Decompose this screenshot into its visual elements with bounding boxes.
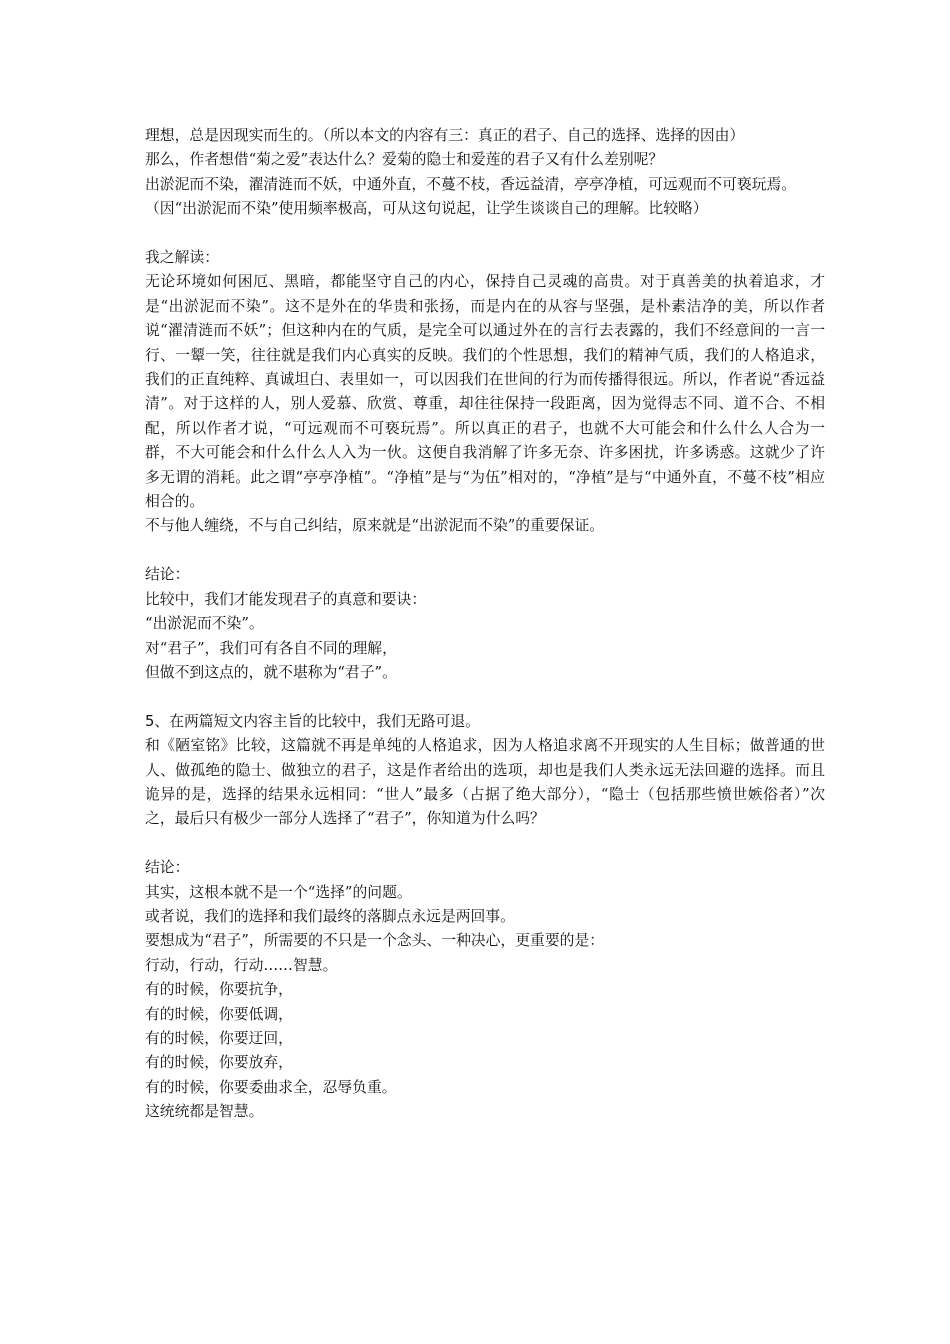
conclusion-2-line: 有的时候，你要抗争， (145, 981, 293, 999)
section-title-comparison: 5、在两篇短文内容主旨的比较中，我们无路可退。 (145, 712, 480, 730)
conclusion-2-line: 有的时候，你要迂回， (145, 1029, 293, 1047)
conclusion-1-line: 比较中，我们才能发现君子的真意和要诀： (145, 590, 427, 608)
conclusion-2-line: 要想成为“君子”，所需要的不只是一个念头、一种决心，更重要的是： (145, 932, 605, 950)
conclusion-2-line: 有的时候，你要委曲求全，忍辱负重。 (145, 1078, 397, 1096)
paragraph-quote: 出淤泥而不染，濯清涟而不妖，中通外直，不蔓不枝，香远益清，亭亭净植，可远观而不可亵玩焉。 (145, 175, 797, 193)
spacer (145, 685, 825, 709)
paragraph-interpretation: 无论环境如何困厄、黑暗，都能坚守自己的内心，保持自己灵魂的高贵。对于真善美的执着追求，才是“出淤泥而不染”。这不是外在的华贵和张扬，而是内在的从容与坚强，是朴素洁净的美，所以作者说“濯清涟而不妖”；但这种内在的气质，是完全可以通过外在的言行去表露的，我们不经意间的一言一行、一颦一笑，往往就是我们内心真实的反映。我们的个性思想，我们的精神气质，我们的人格追求，我们的正直纯粹、真诚坦白、表里如一，可以因我们在世间的行为而传播得很远。所以，作者说“香远益清”。对于这样的人，别人爱慕、欣赏、尊重，却往往保持一段距离，因为觉得志不同、道不合、不相配，所以作者才说，“可远观而不可亵玩焉”。所以真正的君子，也就不大可能会和什么什么人合为一群，不大可能会和什么什么人入为一伙。这便自我消解了许多无奈、许多困扰，许多诱惑。这就少了许多无谓的消耗。此之谓“亭亭净植”。“净植”是与“为伍”相对的，“净植”是与“中通外直，不蔓不枝”相应相合的。 (145, 273, 825, 511)
spacer (145, 832, 825, 856)
spacer (145, 539, 825, 563)
section-title-conclusion-2: 结论： (145, 859, 190, 877)
conclusion-2-line: 或者说，我们的选择和我们最终的落脚点永远是两回事。 (145, 907, 515, 925)
document-page (145, 124, 825, 1125)
conclusion-1-line: 但做不到这点的，就不堪称为“君子”。 (145, 663, 397, 681)
conclusion-2-line: 行动，行动，行动……智慧。 (145, 956, 338, 974)
section-title-interpretation: 我之解读： (145, 249, 219, 267)
conclusion-2-line: 其实，这根本就不是一个“选择”的问题。 (145, 883, 412, 901)
conclusion-2-line: 有的时候，你要放弃， (145, 1054, 293, 1072)
conclusion-1-line: “出淤泥而不染”。 (145, 615, 264, 633)
conclusion-1-line: 对“君子”，我们可有各自不同的理解， (145, 639, 397, 657)
paragraph-ideal: 理想，总是因现实而生的。（所以本文的内容有三：真正的君子、自己的选择、选择的因由） (145, 127, 745, 144)
spacer (145, 222, 825, 246)
section-title-conclusion-1: 结论： (145, 566, 190, 584)
conclusion-2-line: 这统统都是智慧。 (145, 1103, 264, 1121)
paragraph-guarantee: 不与他人缠绕，不与自己纠结，原来就是“出淤泥而不染”的重要保证。 (145, 517, 605, 535)
paragraph-comparison: 和《陋室铭》比较，这篇就不再是单纯的人格追求，因为人格追求离不开现实的人生目标；做普通的世人、做孤绝的隐士、做独立的君子，这是作者给出的选项，却也是我们人类永远无法回避的选择。而且诡异的是，选择的结果永远相同：“世人”最多（占据了绝大部分），“隐士（包括那些愤世嫉俗者）”次之，最后只有极少一部分人选择了“君子”，你知道为什么吗？ (145, 737, 825, 828)
paragraph-question: 那么，作者想借“菊之爱”表达什么？爱菊的隐士和爱莲的君子又有什么差别呢？ (145, 151, 664, 169)
conclusion-2-line: 有的时候，你要低调， (145, 1005, 293, 1023)
paragraph-note: （因“出淤泥而不染”使用频率极高，可从这句说起，让学生谈谈自己的理解。比较略） (145, 200, 708, 218)
